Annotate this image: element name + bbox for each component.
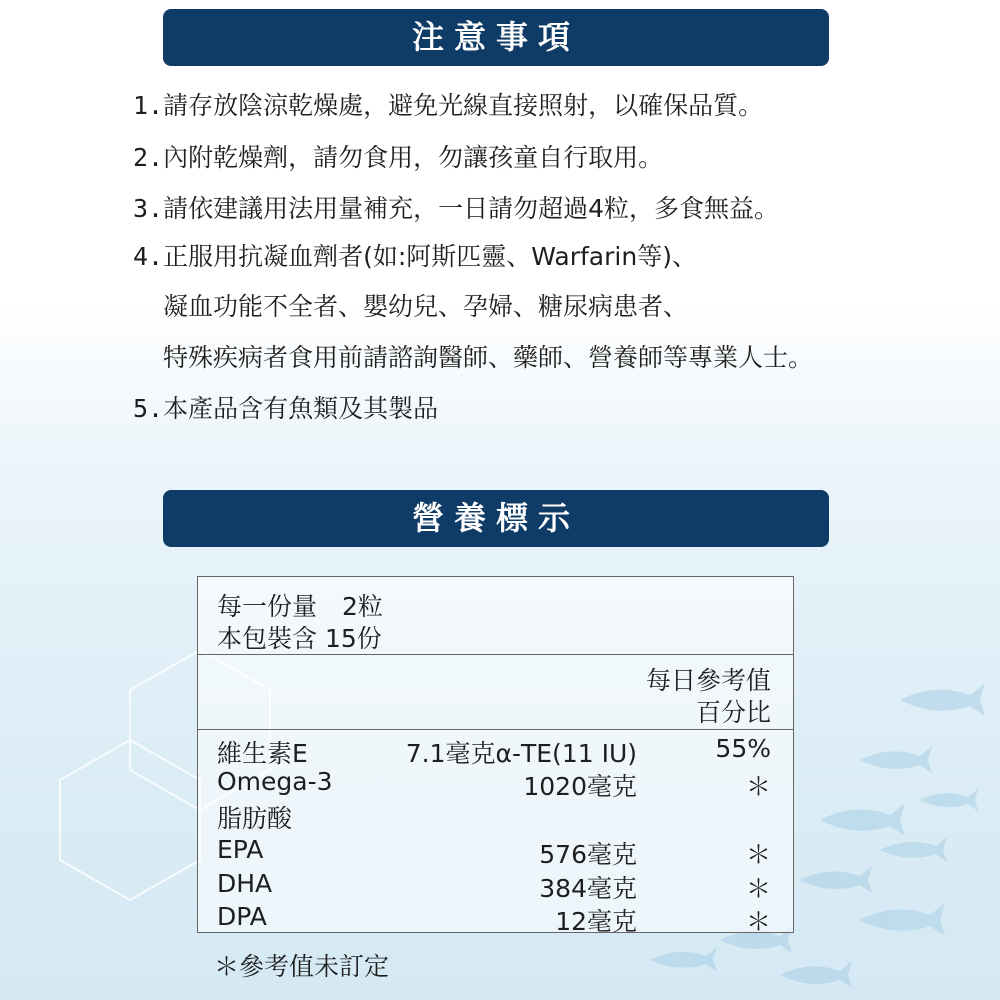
nutrient-amount: 12毫克 [555, 907, 637, 936]
nutrient-amount: 576毫克 [539, 840, 637, 869]
notice-item-3 [133, 189, 779, 225]
nutrient-amount: 1020毫克 [523, 772, 637, 801]
nutrient-amount: 7.1毫克α-TE(11 IU) [405, 739, 637, 768]
notice-item-number: 5. [133, 394, 164, 423]
notice-item-text: 本產品含有魚類及其製品 [163, 394, 439, 423]
notice-item-text: 請依建議用法用量補充，一日請勿超過4粒，多食無益。 [163, 194, 780, 223]
notice-item-4 [133, 237, 697, 273]
nutrient-daily-value: ＊ [745, 840, 771, 869]
notice-item-number: 1. [133, 91, 164, 120]
nutrition-title-banner: 營養標示 [163, 490, 829, 547]
notice-item-4-line-2: 凝血功能不全者、嬰幼兒、孕婦、糖尿病患者、 [163, 292, 689, 321]
nutrient-daily-value: ＊ [745, 907, 771, 936]
notice-item-text: 正服用抗凝血劑者(如:阿斯匹靈、Warfarin等)、 [163, 242, 697, 271]
nutrient-daily-value: ＊ [745, 874, 771, 903]
nutrient-name: DHA [217, 869, 273, 898]
daily-value-header: 百分比 [695, 698, 771, 727]
nutrient-name: DPA [217, 902, 267, 931]
nutrient-amount: 384毫克 [539, 874, 637, 903]
notice-item-number: 4. [133, 242, 164, 271]
nutrient-name: Omega-3 [217, 767, 333, 796]
servings-per-package: 本包裝含 15份 [217, 624, 382, 653]
notice-item-4-line-3: 特殊疾病者食用前請諮詢醫師、藥師、營養師等專業人士。 [163, 343, 814, 372]
nutrient-name: 脂肪酸 [217, 804, 293, 833]
notice-title-banner: 注意事項 [163, 9, 829, 66]
daily-value-header: 每日參考值 [645, 666, 771, 695]
table-divider [198, 654, 793, 655]
notice-item-2 [133, 138, 663, 174]
notice-item-1 [133, 86, 763, 122]
nutrient-daily-value: 55% [715, 734, 771, 763]
notice-item-text: 內附乾燥劑，請勿食用，勿讓孩童自行取用。 [163, 143, 664, 172]
nutrient-name: 維生素E [217, 739, 308, 768]
notice-item-5 [133, 389, 438, 425]
table-divider [198, 729, 793, 730]
footnote: ＊參考值未訂定 [214, 952, 390, 981]
notice-item-text: 請存放陰涼乾燥處，避免光線直接照射，以確保品質。 [163, 91, 764, 120]
notice-item-number: 3. [133, 194, 164, 223]
notice-item-number: 2. [133, 143, 164, 172]
serving-size: 每一份量 2粒 [217, 592, 383, 621]
nutrition-facts-table [197, 576, 794, 936]
nutrient-daily-value: ＊ [745, 772, 771, 801]
nutrient-name: EPA [217, 835, 264, 864]
